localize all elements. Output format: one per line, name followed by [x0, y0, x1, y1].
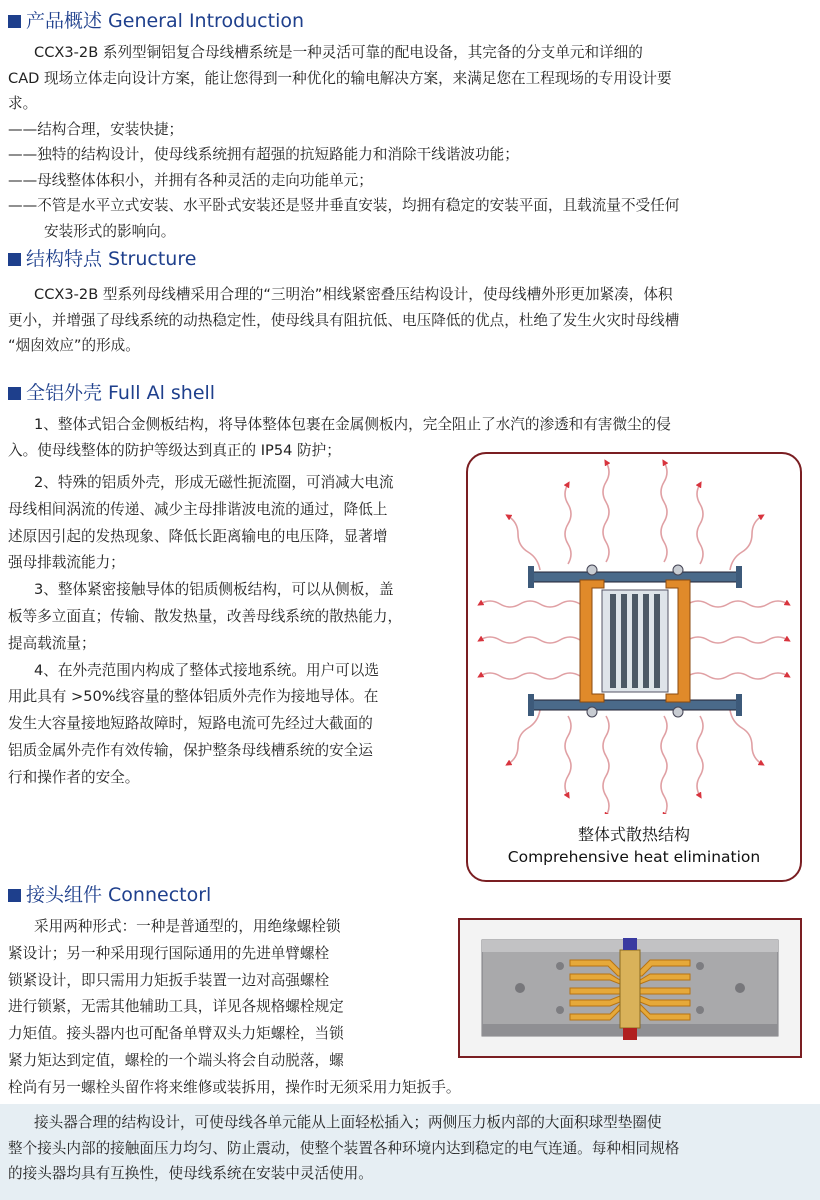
shell-line: 提高载流量；: [8, 634, 96, 652]
shell-line: 3、整体紧密接触导体的铝质侧板结构，可以从侧板，盖: [34, 581, 394, 599]
shell-line: 行和操作者的安全。: [8, 768, 140, 786]
structure-body: [8, 282, 816, 359]
connector-photo: [458, 918, 802, 1058]
shell-body: [8, 470, 460, 792]
structure-line: 更小，并增强了母线系统的动热稳定性，使母线具有阻抗低、电压降低的优点，杜绝了发生火灾时母线槽: [8, 311, 680, 329]
intro-line: 求。: [8, 95, 38, 112]
connector-line: 栓尚有另一螺栓头留作将来维修或装拆用，操作时无须采用力矩扳手。: [8, 1078, 461, 1096]
section-square-icon: [8, 253, 21, 266]
intro-heading: 产品概述 General Introduction: [8, 8, 304, 34]
shell-line: 入。使母线整体的防护等级达到真正的 IP54 防护；: [8, 441, 341, 459]
section-square-icon: [8, 889, 21, 902]
intro-bullet: ——不管是水平立式安装、水平卧式安装还是竖井垂直安装，均拥有稳定的安装平面，且载流量不受任何: [8, 197, 680, 214]
connector-summary: [8, 1110, 816, 1187]
heat-figure: [466, 452, 802, 882]
heat-diagram: [468, 454, 800, 814]
figure-caption-cn: 整体式散热结构: [577, 825, 690, 844]
shell-line: 铝质金属外壳作有效传输，保护整条母线槽系统的安全运: [8, 741, 373, 759]
shell-line: 2、特殊的铝质外壳，形成无磁性扼流圈，可消减大电流: [34, 474, 394, 491]
shell-line: 1、整体式铝合金侧板结构，将导体整体包裹在金属侧板内，完全阻止了水汽的渗透和有害微尘的侵: [34, 416, 671, 433]
intro-bullet-cont: 安装形式的影响向。: [44, 222, 176, 240]
shell-line: 用此具有 >50%线容量的整体铝质外壳作为接地导体。在: [8, 688, 379, 706]
connector-line: 紧设计；另一种采用现行国际通用的先进单臂螺栓: [8, 944, 330, 962]
intro-bullet: ——独特的结构设计，使母线系统拥有超强的抗短路能力和消除干线谐波功能；: [8, 146, 519, 163]
shell-line: 述原因引起的发热现象、降低长距离输电的电压降，显著增: [8, 527, 388, 545]
connector-line: 进行锁紧，无需其他辅助工具，详见各规格螺栓规定: [8, 998, 344, 1016]
connector-line: 锁紧设计，即只需用力矩扳手装置一边对高强螺栓: [8, 971, 330, 989]
intro-body: [8, 40, 816, 244]
structure-line: “烟囱效应”的形成。: [8, 337, 140, 354]
section-square-icon: [8, 387, 21, 400]
structure-line: CCX3-2B 型系列母线槽采用合理的“三明治”相线紧密叠压结构设计，使母线槽外形更加紧凑，体积: [34, 286, 673, 303]
connector-line: 力矩值。接头器内也可配备单臂双头力矩螺栓，当锁: [8, 1025, 344, 1043]
summary-line: 接头器合理的结构设计，可使母线各单元能从上面轻松插入；两侧压力板内部的大面积球型垫圈使: [34, 1114, 662, 1131]
summary-line: 的接头器均具有互换性，使母线系统在安装中灵活使用。: [8, 1165, 373, 1182]
figure-caption-en: Comprehensive heat elimination: [507, 848, 761, 866]
shell-line: 4、在外壳范围内构成了整体式接地系统。用户可以选: [34, 661, 379, 679]
connector-line: 采用两种形式：一种是普通型的，用绝缘螺栓锁: [34, 918, 341, 935]
connector-heading: 接头组件 Connectorl: [8, 882, 211, 908]
shell-line: 板等多立面直；传输、散发热量，改善母线系统的散热能力，: [8, 607, 403, 625]
shell-line: 发生大容量接地短路故障时，短路电流可先经过大截面的: [8, 715, 373, 733]
intro-bullet: ——结构合理，安装快捷；: [8, 120, 184, 138]
connector-line: 紧力矩达到定值，螺栓的一个端头将会自动脱落，螺: [8, 1051, 344, 1069]
section-square-icon: [8, 15, 21, 28]
intro-line: CAD 现场立体走向设计方案，能让您得到一种优化的输电解决方案，来满足您在工程现场的专用设计要: [8, 69, 672, 87]
intro-bullet: ——母线整体体积小，并拥有各种灵活的走向功能单元；: [8, 171, 373, 189]
shell-heading: 全铝外壳 Full Al shell: [8, 380, 215, 406]
connector-illustration: [460, 920, 800, 1056]
summary-line: 整个接头内部的接触面压力均匀、防止震动，使整个装置各种环境内达到稳定的电气连通。每种相同规格: [8, 1139, 680, 1157]
shell-line: 强母排载流能力；: [8, 554, 125, 572]
intro-line: CCX3-2B 系列型铜铝复合母线槽系统是一种灵活可靠的配电设备，其完备的分支单元和详细的: [34, 44, 643, 61]
shell-line: 母线相间涡流的传递、减少主母排谐波电流的通过，降低上: [8, 500, 388, 518]
structure-heading: 结构特点 Structure: [8, 246, 196, 272]
